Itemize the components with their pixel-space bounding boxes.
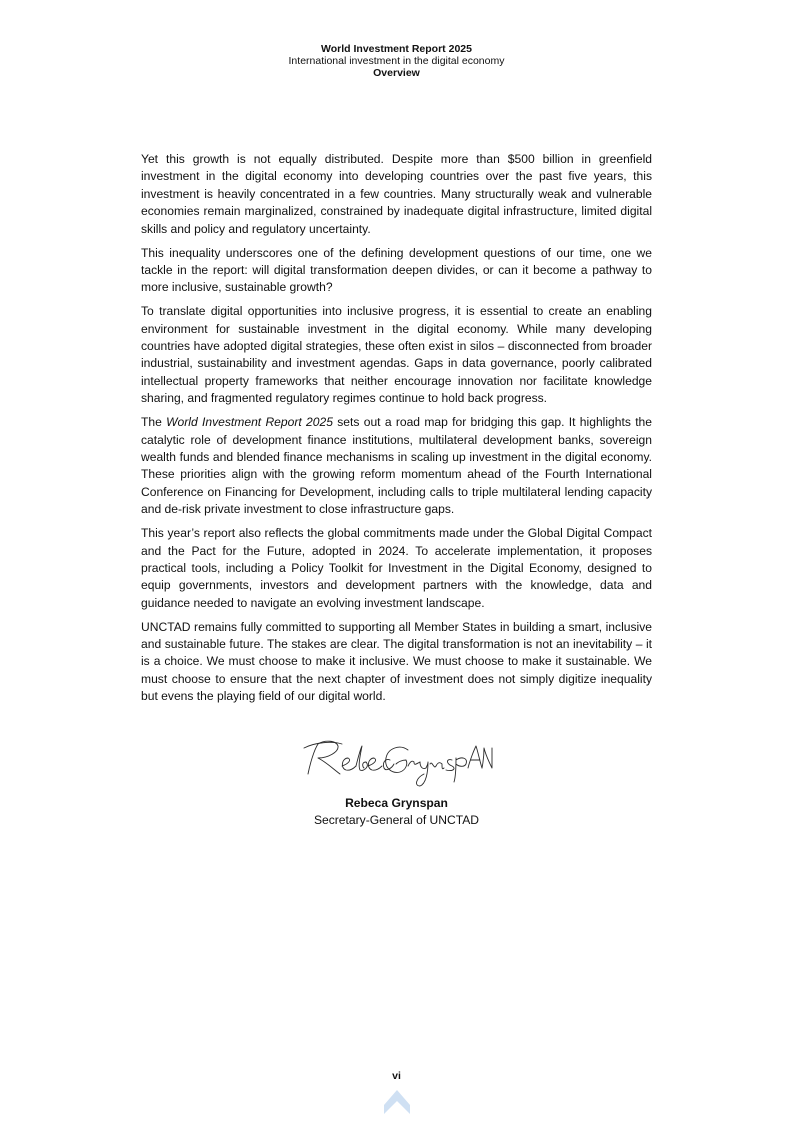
report-subtitle: International investment in the digital economy [288, 55, 505, 67]
paragraph-2: This inequality underscores one of the defining development questions of our time, one we tackle in the report: will digital transformation deepen divides, or can it become a pathway to more inclusive, sustainable growth? [141, 245, 652, 295]
handwritten-signature [296, 736, 496, 792]
signer-name: Rebeca Grynspan [345, 796, 448, 810]
signer-block [0, 795, 793, 829]
page-header [0, 43, 793, 79]
report-title: World Investment Report 2025 [321, 43, 472, 55]
chevron-up-icon[interactable] [383, 1089, 411, 1115]
paragraph-6: UNCTAD remains fully committed to supporting all Member States in building a smart, inclusive and sustainable future. The stakes are clear. The digital transformation is not an inevitability – it is a choice. We must choose to make it inclusive. We must choose to make it sustainable. We must choose to ensure that the next chapter of investment does not simply digitize inequality but evens the playing field of our digital world. [141, 619, 652, 704]
paragraph-4-prefix: The [141, 415, 167, 430]
chevron-up-shape [384, 1090, 410, 1114]
paragraph-4 [141, 414, 652, 518]
paragraph-4-text: sets out a road map for bridging this gap. It highlights the catalytic role of development finance institutions, multilateral development banks, sovereign wealth funds and blended finance mechanisms in scaling up investment in the digital economy. These priorities align with the growing reform momentum ahead of the Fourth International Conference on Financing for Development, including calls to triple multilateral lending capacity and de-risk private investment to close infrastructure gaps. [141, 415, 653, 517]
paragraph-1: Yet this growth is not equally distributed. Despite more than $500 billion in greenfield investment in the digital economy into developing countries over the past five years, this investment is heavily concentrated in a few countries. Many structurally weak and vulnerable economies remain marginalized, constrained by inadequate digital infrastructure, limited digital skills and policy and regulatory uncertainty. [141, 152, 652, 236]
signer-role: Secretary-General of UNCTAD [313, 813, 480, 827]
body-text [141, 151, 652, 712]
report-title-italic: World Investment Report 2025 [166, 415, 333, 430]
page-number: vi [392, 1070, 401, 1082]
section-label: Overview [373, 67, 420, 79]
paragraph-3: To translate digital opportunities into inclusive progress, it is essential to create an enabling environment for sustainable investment in the digital economy. While many developing countries have adopted digital strategies, these often exist in silos – disconnected from broader industrial, sustainability and investment agendas. Gaps in data governance, poorly calibrated intellectual property frameworks that neither encourage innovation nor facilitate knowledge sharing, and fragmented regulatory regimes continue to hold back progress. [141, 304, 652, 406]
paragraph-5: This year’s report also reflects the global commitments made under the Global Digital Compact and the Pact for the Future, adopted in 2024. To accelerate implementation, it proposes practical tools, including a Policy Toolkit for Investment in the Digital Economy, designed to equip governments, investors and development partners with the knowledge, data and guidance needed to navigate an evolving investment landscape. [141, 526, 652, 610]
